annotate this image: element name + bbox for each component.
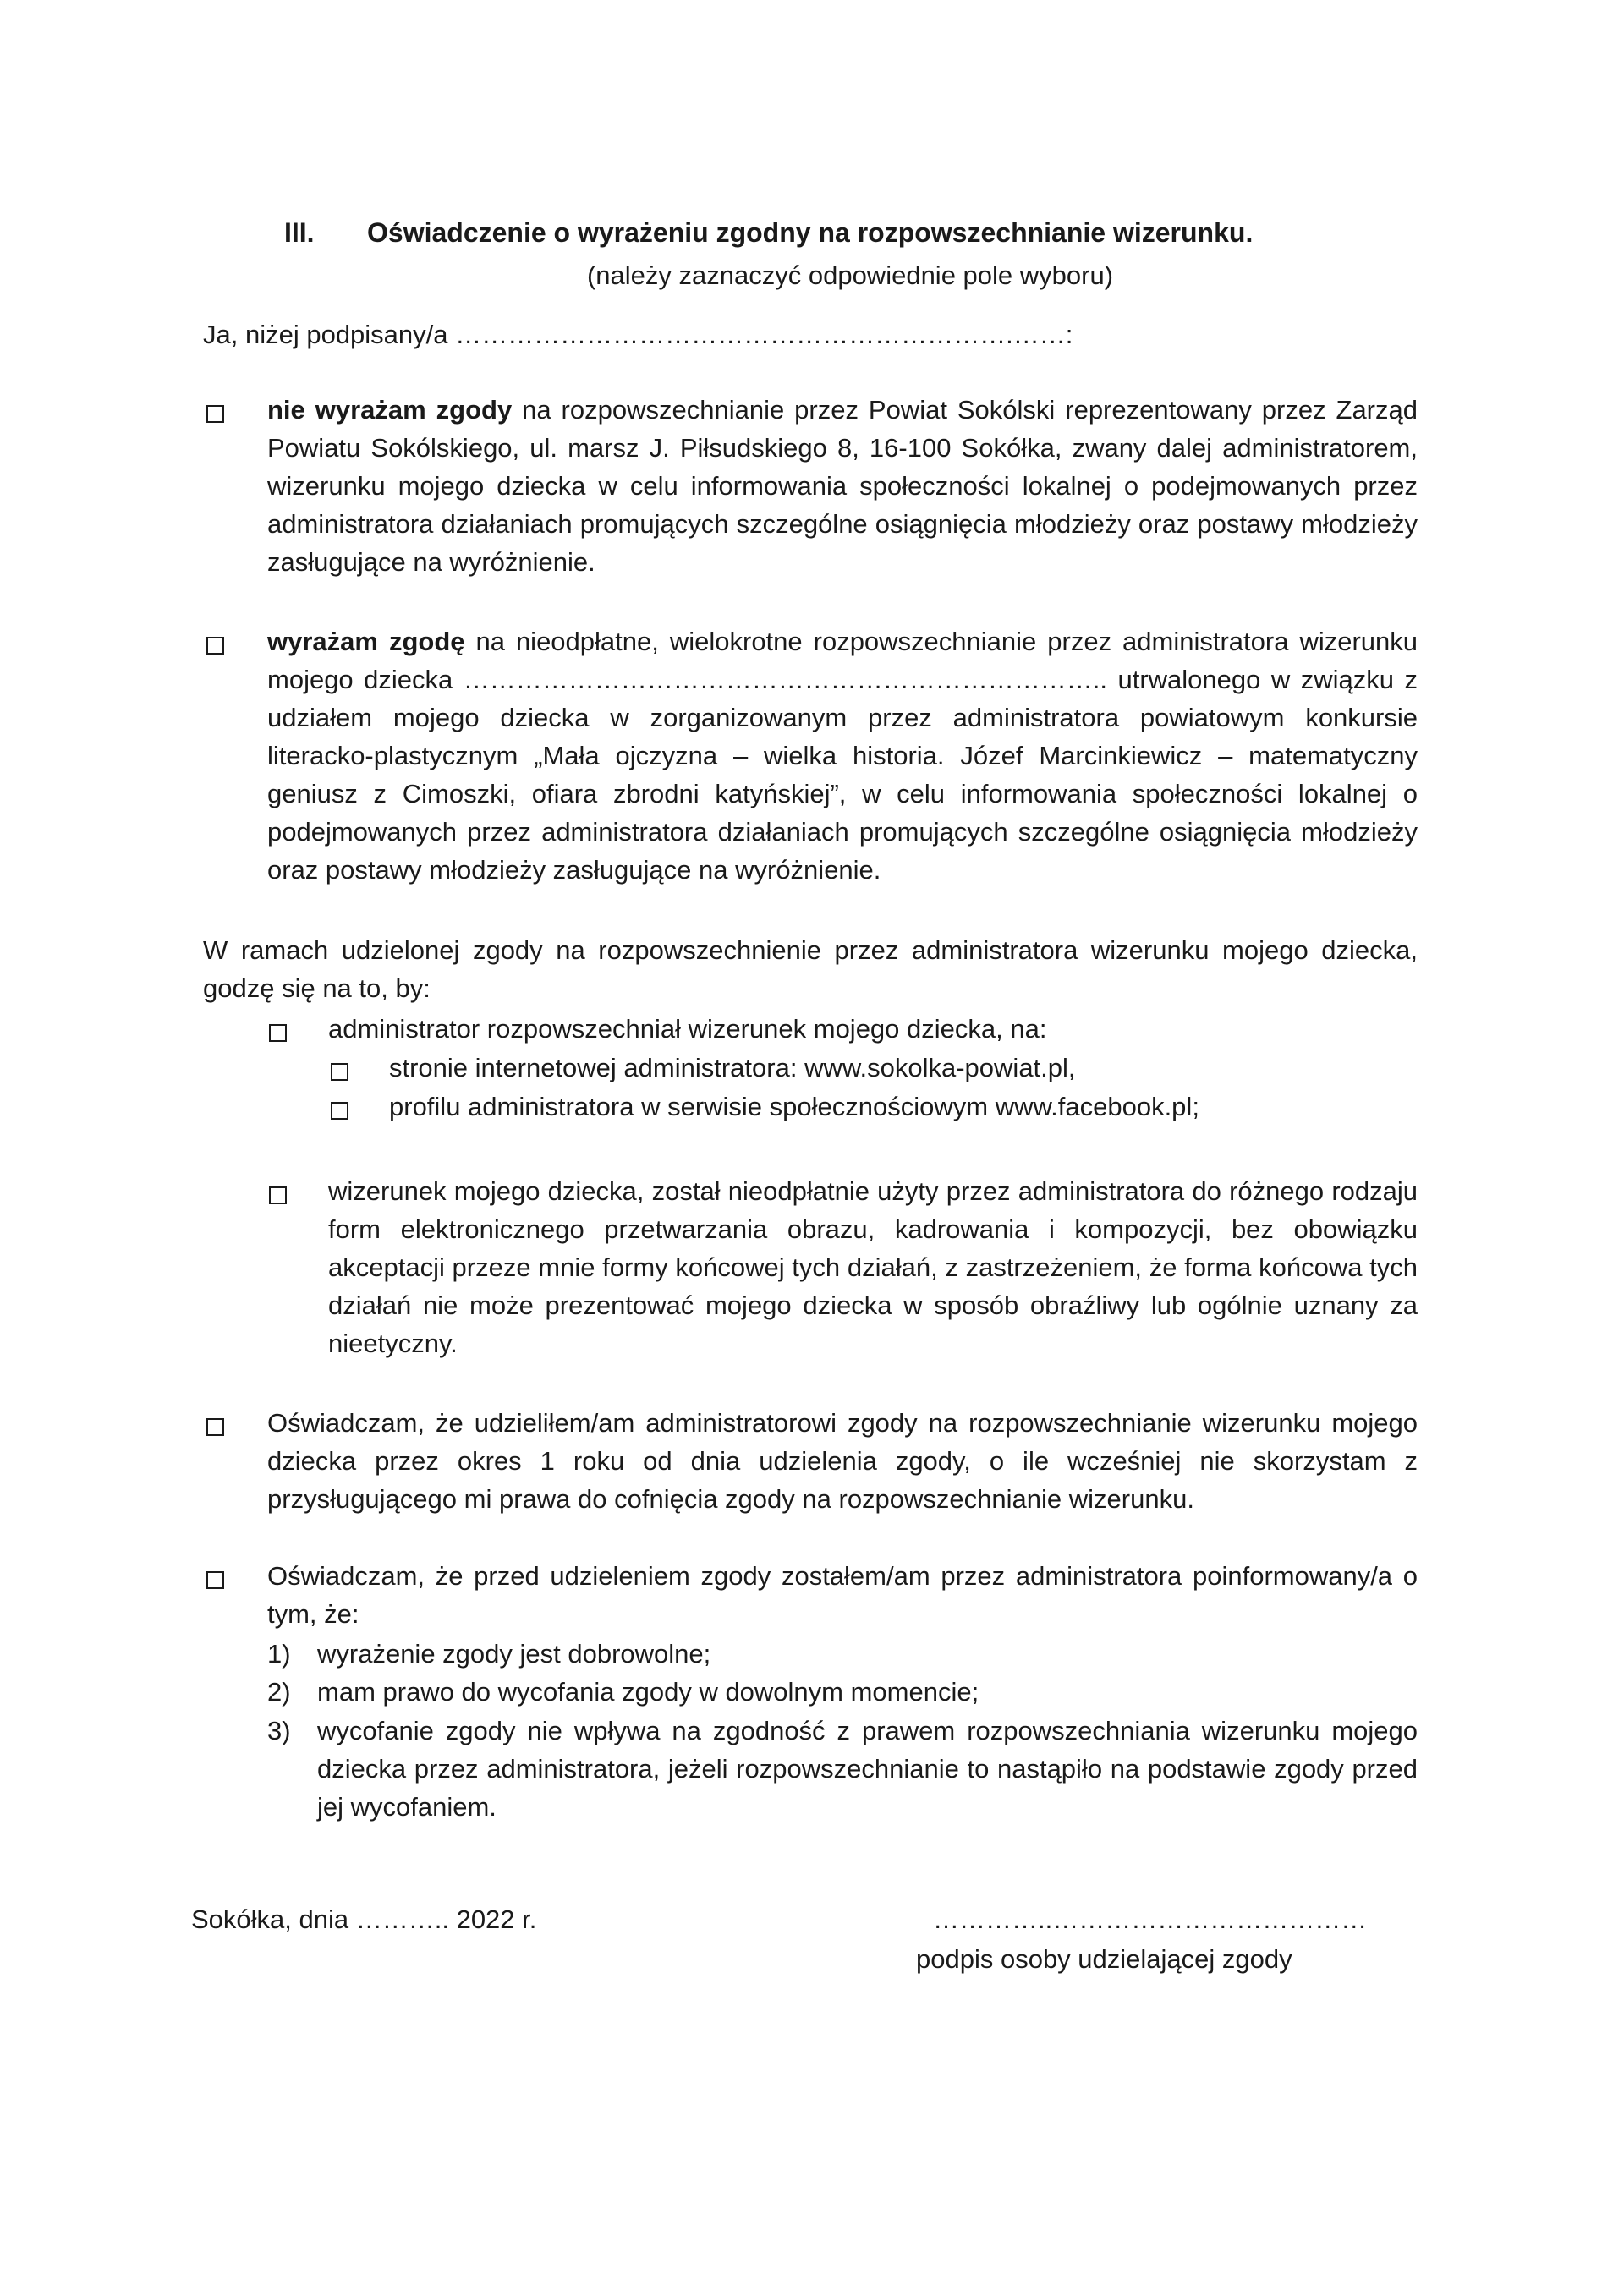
scope-publish-label: administrator rozpowszechniał wizerunek mojego dziecka, na: bbox=[328, 1014, 1047, 1044]
section-subtitle: (należy zaznaczyć odpowiednie pole wyboru) bbox=[586, 260, 1114, 290]
signature-label: podpis osoby udzielającej zgody bbox=[916, 1944, 1292, 1974]
checkbox-declaration-informed[interactable] bbox=[206, 1571, 224, 1589]
checkbox-refuse-consent[interactable] bbox=[206, 405, 224, 423]
informed-item-number: 3) bbox=[267, 1716, 291, 1745]
checkbox-scope-processing[interactable] bbox=[269, 1186, 287, 1204]
informed-item-text: wyrażenie zgody jest dobrowolne; bbox=[317, 1639, 711, 1669]
option-refuse-text bbox=[267, 391, 1418, 581]
option-consent-body: na nieodpłatne, wielokrotne rozpowszechnianie przez administratora wizerunku mojego dziecka ……………………………………………………………….. utrwalonego w związku z udziałem mojego dziecka w zorganizowanym przez administratora powiatowym konkursie literacko-plastycznym „Mała ojczyzna – wielka historia. Józef Marcinkiewicz – matematyczny geniusz z Cimoszki, ofiara zbrodni katyńskiej”, w celu informowania społeczności lokalnej o podejmowanych przez administratora działaniach promujących szczególne osiągnięcia młodzieży oraz postawy młodzieży zasługujące na wyróżnienie. bbox=[267, 627, 1418, 885]
option-refuse-bold: nie wyrażam zgody bbox=[267, 395, 513, 425]
informed-item-number: 2) bbox=[267, 1677, 291, 1707]
section-title: Oświadczenie o wyrażeniu zgodny na rozpowszechnianie wizerunku. bbox=[367, 217, 1254, 248]
intro-line: Ja, niżej podpisany/a ……………………………………………………….……: bbox=[203, 320, 1073, 349]
informed-item-2 bbox=[267, 1673, 1418, 1711]
option-consent-text bbox=[267, 622, 1418, 889]
checkbox-scope-website[interactable] bbox=[331, 1063, 348, 1081]
declaration-period-text: Oświadczam, że udzieliłem/am administratorowi zgody na rozpowszechnianie wizerunku mojego dziecka przez okres 1 roku od dnia udzielenia zgody, o ile wcześniej nie skorzystam z przysługującego mi prawa do cofnięcia zgody na rozpowszechnianie wizerunku. bbox=[267, 1408, 1418, 1514]
checkbox-scope-publish[interactable] bbox=[269, 1024, 287, 1042]
declaration-informed-text: Oświadczam, że przed udzieleniem zgody zostałem/am przez administratora poinformowany/a o tym, że: bbox=[267, 1561, 1418, 1629]
scope-website-label: stronie internetowej administratora: www.sokolka-powiat.pl, bbox=[389, 1053, 1076, 1082]
section-number: III. bbox=[284, 217, 315, 248]
signature-line: …………..……………………………… bbox=[933, 1904, 1368, 1934]
informed-item-3 bbox=[267, 1712, 1418, 1830]
scope-processing-text: wizerunek mojego dziecka, został nieodpłatnie użyty przez administratora do różnego rodzaju form elektronicznego przetwarzania obrazu, kadrowania i kompozycji, bez obowiązku akceptacji przeze mnie formy końcowej tych działań, z zastrzeżeniem, że forma końcowa tych działań nie może prezentować mojego dziecka w sposób obraźliwy lub ogólnie uznany za nieetyczny. bbox=[328, 1176, 1418, 1358]
checkbox-scope-facebook[interactable] bbox=[331, 1102, 348, 1120]
checkbox-declaration-period[interactable] bbox=[206, 1418, 224, 1436]
informed-item-number: 1) bbox=[267, 1639, 291, 1669]
informed-item-1 bbox=[267, 1635, 1418, 1673]
scope-intro: W ramach udzielonej zgody na rozpowszechnienie przez administratora wizerunku mojego dziecka, godzę się na to, by: bbox=[203, 935, 1418, 1003]
place-date-line: Sokółka, dnia ……….. 2022 r. bbox=[191, 1904, 537, 1934]
section-heading bbox=[284, 214, 1253, 252]
option-consent-bold: wyrażam zgodę bbox=[267, 627, 465, 656]
checkbox-give-consent[interactable] bbox=[206, 637, 224, 655]
option-refuse-body: na rozpowszechnianie przez Powiat Sokólski reprezentowany przez Zarząd Powiatu Sokólskiego, ul. marsz J. Piłsudskiego 8, 16-100 Sokółka, zwany dalej administratorem, wizerunku mojego dziecka w celu informowania społeczności lokalnej o podejmowanych przez administratora działaniach promujących szczególne osiągnięcia młodzieży oraz postawy młodzieży zasługujące na wyróżnienie. bbox=[267, 395, 1418, 577]
informed-item-text: wycofanie zgody nie wpływa na zgodność z prawem rozpowszechniania wizerunku mojego dziecka przez administratora, jeżeli rozpowszechnianie to nastąpiło na podstawie zgody przed jej wycofaniem. bbox=[317, 1716, 1418, 1822]
informed-item-text: mam prawo do wycofania zgody w dowolnym momencie; bbox=[317, 1677, 979, 1707]
scope-facebook-label: profilu administratora w serwisie społecznościowym www.facebook.pl; bbox=[389, 1092, 1199, 1121]
